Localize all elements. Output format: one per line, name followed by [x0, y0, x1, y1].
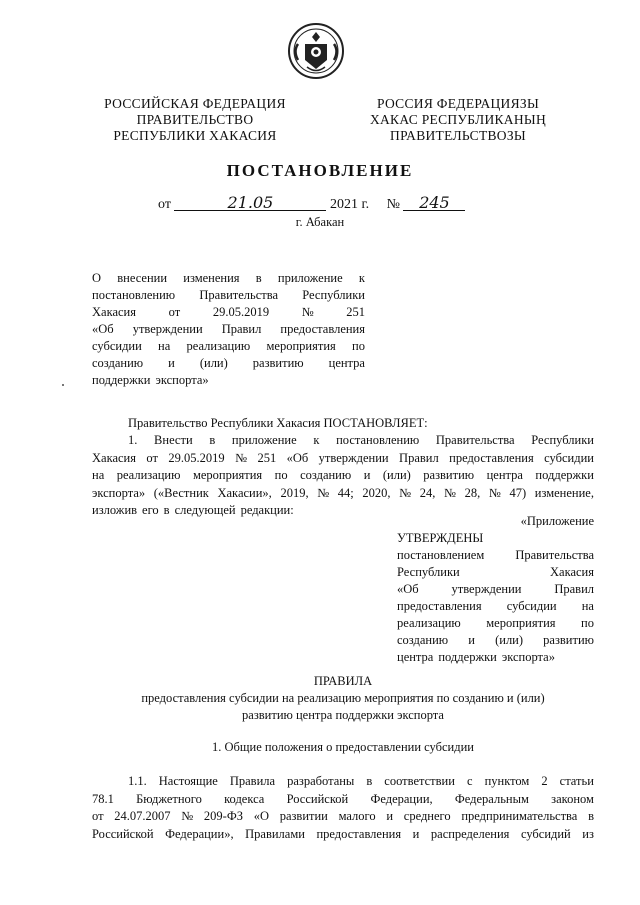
item-1-1-line: 1.1. Настоящие Правила разработаны в соответствии с пунктом 2 статьи — [128, 774, 594, 788]
document-type-title: ПОСТАНОВЛЕНИЕ — [226, 161, 414, 180]
date-year: 2021 г. — [329, 197, 370, 212]
handwritten-date: 21.05 — [174, 195, 326, 211]
rules-title: ПРАВИЛА — [313, 674, 373, 688]
approval-line: центра поддержки экспорта» — [397, 650, 555, 664]
approval-line: «Об утверждении Правил — [397, 582, 594, 596]
rules-subtitle-line: развитию центра поддержки экспорта — [242, 708, 444, 722]
subject-line: постановлению Правительства Республики — [92, 288, 365, 302]
approval-block — [397, 530, 594, 666]
header-right-line: РОССИЯ ФЕДЕРАЦИЯЗЫ — [376, 96, 540, 111]
header-right-line: ХАКАС РЕСПУБЛИКАНЫҢ — [369, 112, 547, 127]
approval-line: реализацию мероприятия по — [397, 616, 594, 630]
item-1-line: 1. Внести в приложение к постановлению Правительства Республики — [128, 433, 594, 447]
item-1-line: изложив его в следующей редакции: — [92, 503, 294, 517]
decree-intro: Правительство Республики Хакасия ПОСТАНОВЛЯЕТ: — [128, 416, 428, 430]
subject-line: поддержки экспорта» — [92, 373, 209, 387]
item-1-1-line: 78.1 Бюджетного кодекса Российской Федерации, Федеральным законом — [92, 791, 594, 806]
approval-line: Республики Хакасия — [397, 565, 594, 579]
header-right-line: ПРАВИТЕЛЬСТВОЗЫ — [390, 128, 526, 143]
approval-line: предоставления субсидии на — [397, 599, 594, 613]
header-left-line: ПРАВИТЕЛЬСТВО — [136, 112, 254, 127]
header-right-block — [338, 96, 578, 144]
approval-line: созданию и (или) развитию — [397, 633, 594, 647]
header-left-block — [75, 96, 315, 144]
scan-speck — [62, 384, 64, 386]
rules-subtitle-line: предоставления субсидии на реализацию мероприятия по созданию и (или) — [141, 691, 545, 705]
appendix-label: «Приложение — [520, 514, 594, 528]
coat-of-arms-icon — [287, 22, 345, 80]
subject-line: субсидии на реализацию мероприятия по — [92, 339, 365, 353]
header-left-line: РЕСПУБЛИКИ ХАКАСИЯ — [113, 128, 277, 143]
subject-line: Хакасия от 29.05.2019 № 251 — [92, 305, 365, 319]
item-1-line: Хакасия от 29.05.2019 № 251 «Об утверждении Правил предоставления субсидии — [92, 450, 594, 465]
date-number-line — [158, 195, 465, 213]
handwritten-number: 245 — [403, 195, 465, 211]
decree-intro-block — [92, 415, 594, 433]
approval-line: постановлением Правительства — [397, 548, 594, 562]
item-1-1-line: Российской Федерации», Правилами предоставления и распределения субсидий из — [92, 826, 594, 841]
subject-line: созданию и (или) развитию центра — [92, 356, 365, 370]
date-prefix: от — [158, 197, 171, 212]
item-1-1-paragraph — [92, 773, 594, 843]
section-1-title: 1. Общие положения о предоставлении субсидии — [212, 740, 474, 754]
approval-line: УТВЕРЖДЕНЫ — [397, 531, 484, 545]
item-1-paragraph — [92, 432, 594, 520]
city-name: г. Абакан — [295, 215, 345, 229]
number-sign: № — [386, 197, 400, 212]
subject-block — [92, 270, 365, 389]
item-1-1-line: от 24.07.2007 № 209-ФЗ «О развитии малого и среднего предпринимательства в — [92, 809, 594, 823]
header-left-line: РОССИЙСКАЯ ФЕДЕРАЦИЯ — [104, 96, 286, 111]
item-1-line: экспорта» («Вестник Хакасии», 2019, № 44; 2020, № 24, № 28, № 47) изменение, — [92, 485, 594, 500]
subject-line: «Об утверждении Правил предоставления — [92, 322, 365, 336]
subject-line: О внесении изменения в приложение к — [92, 271, 365, 285]
item-1-line: на реализацию мероприятия по созданию и (или) развитию центра поддержки — [92, 468, 594, 482]
